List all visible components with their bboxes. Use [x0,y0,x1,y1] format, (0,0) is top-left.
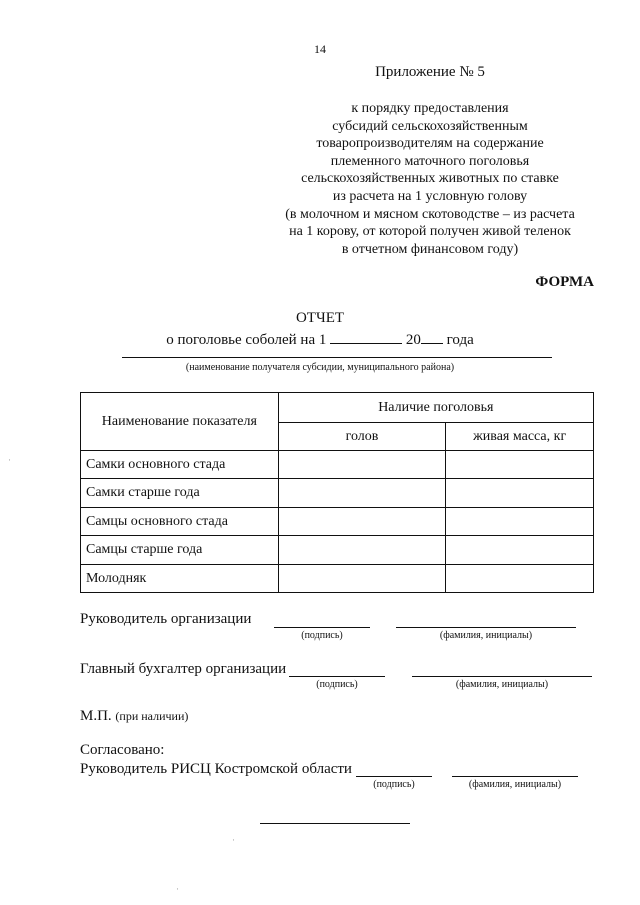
accountant-name-caption: (фамилия, инициалы) [455,679,549,690]
risc-signature-caption: (подпись) [373,779,415,790]
scan-speck: · [232,835,235,845]
appendix-line: племенного маточного поголовья [330,153,530,169]
risc-name-field[interactable] [452,776,578,777]
heads-cell[interactable] [278,451,446,479]
table-row [81,479,594,508]
risc-signature-field[interactable] [356,776,432,777]
weight-cell[interactable] [446,565,594,593]
row-label: Молодняк [81,565,279,593]
stamp-note: (при наличии) [115,709,189,723]
weight-cell[interactable] [446,508,594,536]
recipient-caption: (наименование получателя субсидии, муниципального района) [185,362,455,373]
page-number: 14 [314,42,326,56]
row-label: Самки старше года [81,479,279,508]
director-signature-caption: (подпись) [301,630,343,641]
stamp-place [80,708,188,725]
director-name-field[interactable] [396,627,576,628]
appendix-description [255,100,605,258]
appendix-line: субсидий сельскохозяйственным [332,118,528,134]
scan-speck: · [8,455,11,465]
header-indicator-name: Наименование показателя [81,393,279,451]
director-label: Руководитель организации [80,611,252,627]
appendix-title: Приложение № 5 [375,64,485,80]
table-row [81,536,594,565]
year-field[interactable] [421,329,443,344]
accountant-signature-field[interactable] [289,676,385,677]
stamp-label: М.П. [80,708,112,724]
accountant-name-field[interactable] [412,676,592,677]
heads-cell[interactable] [278,536,446,565]
header-livestock-availability: Наличие поголовья [278,393,593,423]
appendix-line: (в молочном и мясном скотоводстве – из расчета [285,206,575,222]
row-label: Самцы старше года [81,536,279,565]
header-live-weight: живая масса, кг [446,423,594,451]
weight-cell[interactable] [446,479,594,508]
heads-cell[interactable] [278,508,446,536]
weight-cell[interactable] [446,536,594,565]
heads-cell[interactable] [278,479,446,508]
appendix-line: в отчетном финансовом году) [341,241,519,257]
agreed-label: Согласовано: [80,742,165,758]
date-field[interactable] [330,329,402,344]
form-label: ФОРМА [535,274,594,290]
report-subtitle-suffix: года [446,332,474,348]
report-year: 20 [405,332,421,348]
risc-name-caption: (фамилия, инициалы) [468,779,562,790]
director-name-caption: (фамилия, инициалы) [439,630,533,641]
livestock-table [80,392,594,593]
row-label: Самки основного стада [81,451,279,479]
heads-cell[interactable] [278,565,446,593]
appendix-line: товаропроизводителям на содержание [316,136,544,152]
weight-cell[interactable] [446,451,594,479]
director-signature-field[interactable] [274,627,370,628]
appendix-line: к порядку предоставления [351,101,509,116]
scan-speck: · [176,884,179,894]
appendix-line: на 1 корову, от которой получен живой теленок [289,224,571,240]
appendix-line: сельскохозяйственных животных по ставке [301,171,559,187]
risc-director-label: Руководитель РИСЦ Костромской области [80,761,352,777]
row-label: Самцы основного стада [81,508,279,536]
header-heads: голов [278,423,446,451]
appendix-line: из расчета на 1 условную голову [332,188,528,204]
table-row [81,508,594,536]
report-title: ОТЧЕТ [295,310,345,326]
bottom-separator [260,823,410,824]
accountant-signature-caption: (подпись) [316,679,358,690]
table-row [81,565,594,593]
accountant-label: Главный бухгалтер организации [80,661,287,677]
recipient-field[interactable] [122,357,552,358]
report-subtitle-prefix: о поголовье соболей на 1 [166,332,327,348]
table-row [81,451,594,479]
report-subtitle [0,329,640,349]
